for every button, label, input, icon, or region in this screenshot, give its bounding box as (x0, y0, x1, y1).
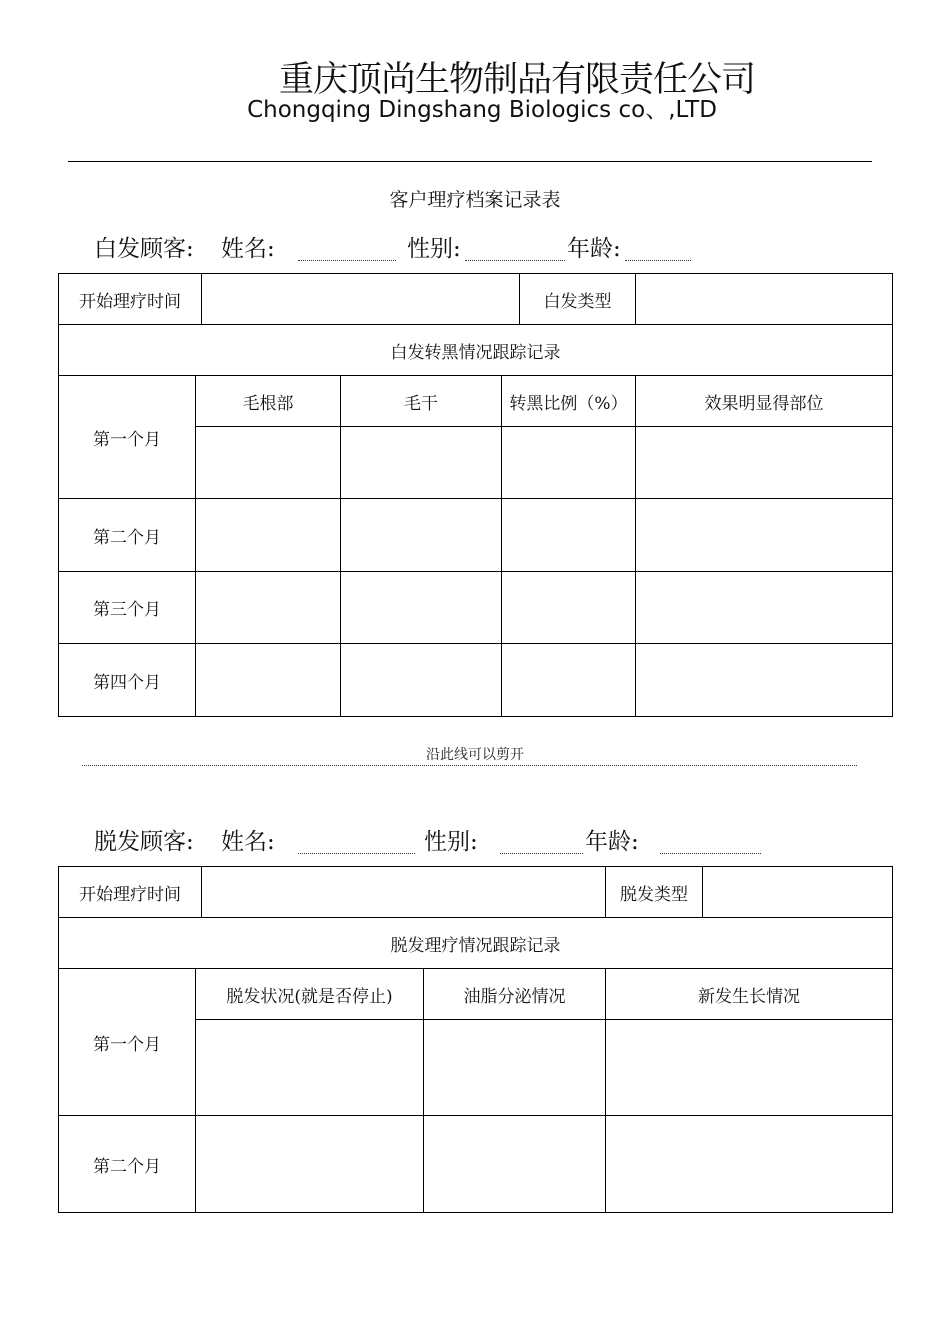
column-header-oil-secretion: 油脂分泌情况 (424, 969, 606, 1020)
table-cell[interactable] (502, 427, 636, 499)
table-cell[interactable] (424, 1020, 606, 1116)
company-name-english: Chongqing Dingshang Biologics co、,LTD (247, 97, 717, 123)
month-label: 第一个月 (59, 376, 196, 499)
hair-loss-type-cell[interactable] (703, 867, 893, 918)
table-cell[interactable] (636, 572, 893, 644)
white-hair-age-field[interactable] (625, 260, 691, 261)
hair-loss-gender-field[interactable] (500, 853, 583, 854)
hair-loss-gender-label: 性别: (424, 829, 478, 855)
header-divider (68, 161, 872, 162)
table-cell[interactable] (196, 499, 341, 572)
table-cell[interactable] (502, 572, 636, 644)
white-hair-age-label: 年龄: (567, 236, 621, 262)
column-header-new-growth: 新发生长情况 (606, 969, 893, 1020)
table-cell[interactable] (424, 1116, 606, 1213)
white-hair-name-field[interactable] (298, 260, 396, 261)
white-hair-type-cell[interactable] (636, 274, 893, 325)
table-cell[interactable] (341, 499, 502, 572)
column-header-darkening-ratio: 转黑比例（%） (502, 376, 636, 427)
cut-line-note: 沿此线可以剪开 (426, 747, 524, 763)
company-name-chinese: 重庆顶尚生物制品有限责任公司 (278, 60, 755, 100)
column-header-hair-loss-status: 脱发状况(就是否停止) (196, 969, 424, 1020)
month-label: 第一个月 (59, 969, 196, 1116)
hair-loss-tracking-title: 脱发理疗情况跟踪记录 (59, 918, 893, 969)
start-time-cell[interactable] (202, 867, 606, 918)
month-label: 第二个月 (59, 499, 196, 572)
month-label: 第三个月 (59, 572, 196, 644)
table-cell[interactable] (341, 427, 502, 499)
table-cell[interactable] (341, 572, 502, 644)
hair-loss-name-field[interactable] (298, 853, 415, 854)
table-cell[interactable] (636, 499, 893, 572)
table-cell[interactable] (502, 499, 636, 572)
table-cell[interactable] (636, 644, 893, 717)
table-cell[interactable] (606, 1020, 893, 1116)
column-header-effective-area: 效果明显得部位 (636, 376, 893, 427)
hair-loss-age-field[interactable] (660, 853, 761, 854)
table-cell[interactable] (196, 572, 341, 644)
table-cell[interactable] (196, 1116, 424, 1213)
hair-loss-name-label: 姓名: (221, 829, 275, 855)
white-hair-record-table (58, 273, 893, 717)
table-cell[interactable] (636, 427, 893, 499)
hair-loss-record-table (58, 866, 893, 1213)
start-time-cell[interactable] (202, 274, 520, 325)
start-time-label: 开始理疗时间 (59, 274, 202, 325)
hair-loss-customer-label: 脱发顾客: (94, 829, 194, 855)
table-cell[interactable] (196, 1020, 424, 1116)
white-hair-gender-field[interactable] (465, 260, 565, 261)
table-cell[interactable] (606, 1116, 893, 1213)
white-hair-customer-label: 白发顾客: (94, 236, 194, 262)
white-hair-tracking-title: 白发转黑情况跟踪记录 (59, 325, 893, 376)
table-cell[interactable] (502, 644, 636, 717)
table-cell[interactable] (341, 644, 502, 717)
table-cell[interactable] (196, 427, 341, 499)
cut-line (82, 765, 857, 766)
start-time-label: 开始理疗时间 (59, 867, 202, 918)
white-hair-name-label: 姓名: (221, 236, 275, 262)
hair-loss-age-label: 年龄: (585, 829, 639, 855)
white-hair-type-label: 白发类型 (520, 274, 636, 325)
white-hair-gender-label: 性别: (407, 236, 461, 262)
table-cell[interactable] (196, 644, 341, 717)
month-label: 第二个月 (59, 1116, 196, 1213)
form-title: 客户理疗档案记录表 (389, 189, 561, 211)
column-header-hair-shaft: 毛干 (341, 376, 502, 427)
column-header-hair-root: 毛根部 (196, 376, 341, 427)
month-label: 第四个月 (59, 644, 196, 717)
hair-loss-type-label: 脱发类型 (606, 867, 703, 918)
